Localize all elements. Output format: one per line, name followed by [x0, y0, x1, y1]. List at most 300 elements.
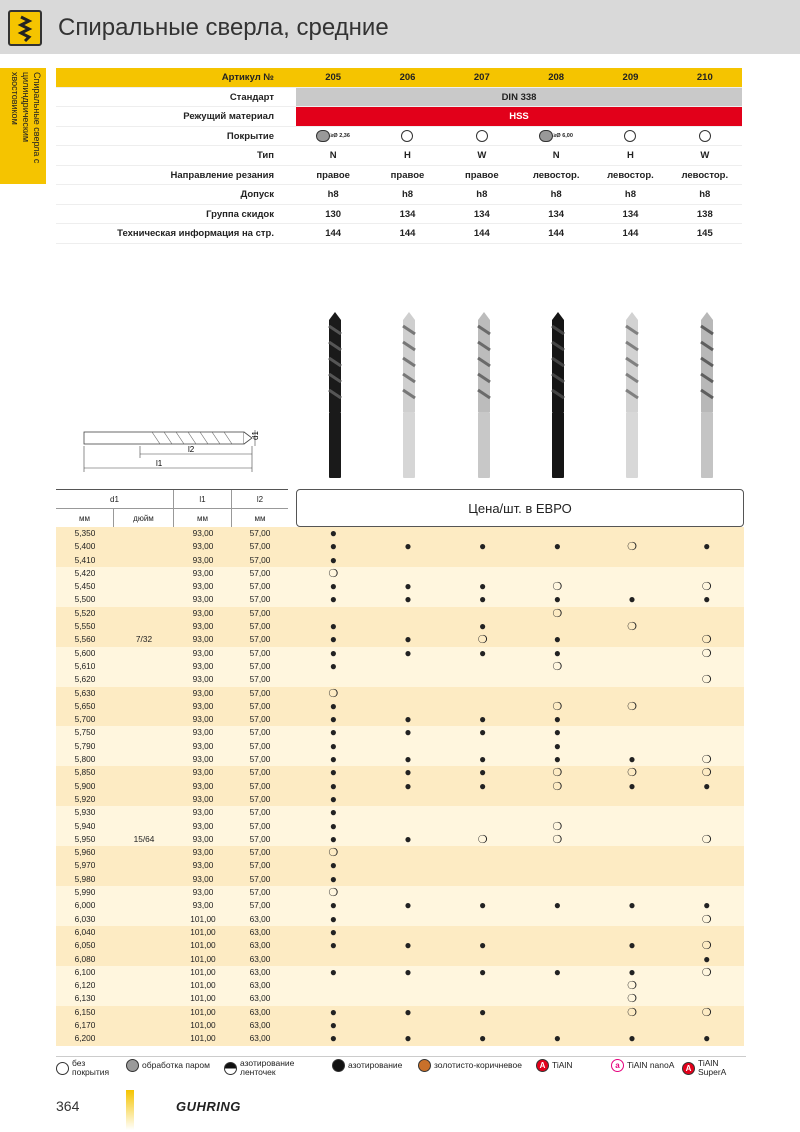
cell-l1: 93,00: [192, 833, 214, 844]
available-filled-icon: [371, 647, 446, 660]
available-filled-icon: [669, 540, 744, 553]
available-filled-icon: [296, 527, 371, 540]
available-filled-icon: [296, 966, 371, 979]
available-filled-icon: [669, 1032, 744, 1045]
available-filled-icon: [296, 740, 371, 753]
coating-symbol-icon: [476, 130, 488, 142]
empty-cell: [296, 673, 371, 686]
col-d1: d1: [56, 490, 174, 508]
empty-cell: [520, 793, 595, 806]
cell-l1: 101,00: [190, 913, 216, 924]
table-row: [56, 726, 744, 739]
available-filled-icon: [445, 966, 520, 979]
drill-image: [670, 312, 744, 482]
page-number: 364: [56, 1098, 80, 1114]
spec-row: [56, 88, 742, 108]
spec-cell: h8: [550, 189, 562, 200]
empty-cell: [445, 820, 520, 833]
table-row: [56, 859, 744, 872]
unit-mm: мм: [56, 509, 114, 528]
empty-cell: [520, 913, 595, 926]
empty-cell: [520, 673, 595, 686]
available-filled-icon: [445, 753, 520, 766]
cell-l2: 57,00: [249, 714, 271, 725]
cell-l2: 57,00: [249, 820, 271, 831]
spec-cell: 144: [325, 228, 342, 239]
available-filled-icon: [296, 859, 371, 872]
empty-cell: [669, 926, 744, 939]
spec-cell: 134: [399, 208, 416, 220]
available-filled-icon: [445, 766, 520, 779]
cell-d1: 5,970: [74, 860, 96, 871]
cell-l1: 101,00: [190, 993, 216, 1004]
cell-d1: 5,800: [74, 754, 96, 765]
cell-l2: 57,00: [249, 674, 271, 685]
empty-cell: [445, 979, 520, 992]
cell-l1: 93,00: [192, 621, 214, 632]
side-tab-text: Спиральные сверла с цилиндрическим хвостовиком: [10, 72, 42, 164]
empty-cell: [669, 846, 744, 859]
empty-cell: [371, 793, 446, 806]
legend-swatch-icon: a: [611, 1059, 624, 1072]
spec-label: Группа скидок: [206, 208, 274, 220]
cell-l1: 93,00: [192, 900, 214, 911]
empty-cell: [371, 567, 446, 580]
available-filled-icon: [296, 939, 371, 952]
available-filled-icon: [520, 753, 595, 766]
available-filled-icon: [595, 753, 670, 766]
available-ring-icon: [296, 846, 371, 859]
cell-l1: 93,00: [192, 541, 214, 552]
cell-l1: 101,00: [190, 926, 216, 937]
table-row: [56, 939, 744, 952]
cell-l2: 57,00: [249, 887, 271, 898]
coating-symbol-icon: [699, 130, 711, 142]
empty-cell: [445, 607, 520, 620]
spec-cell: W: [477, 150, 487, 161]
available-filled-icon: [595, 780, 670, 793]
spec-cell: h8: [401, 189, 414, 200]
empty-cell: [520, 859, 595, 872]
legend-label: TiAlN: [552, 1060, 573, 1070]
empty-cell: [595, 713, 670, 726]
available-filled-icon: [371, 580, 446, 593]
available-filled-icon: [669, 593, 744, 606]
cell-d1: 5,450: [74, 581, 96, 592]
cell-d1: 5,930: [74, 807, 96, 818]
cell-l1: 93,00: [192, 700, 214, 711]
drill-images: [298, 312, 744, 482]
cell-l2: 57,00: [249, 567, 271, 578]
available-ring-icon: [595, 979, 670, 992]
available-filled-icon: [296, 766, 371, 779]
table-row: [56, 953, 744, 966]
cell-d1: 5,610: [74, 660, 96, 671]
coating-cell: [668, 127, 742, 146]
empty-cell: [371, 873, 446, 886]
cell-l1: 93,00: [192, 687, 214, 698]
empty-cell: [669, 554, 744, 567]
spec-span-value: HSS: [296, 107, 742, 126]
available-filled-icon: [296, 913, 371, 926]
available-filled-icon: [371, 766, 446, 779]
page-header: [0, 0, 800, 54]
available-filled-icon: [445, 1006, 520, 1019]
cell-l2: 63,00: [249, 1019, 271, 1030]
cell-l2: 57,00: [249, 900, 271, 911]
available-filled-icon: [445, 580, 520, 593]
diagram-label-l2: l2: [188, 445, 195, 454]
table-row: [56, 673, 744, 686]
empty-cell: [371, 620, 446, 633]
cell-d1: 5,940: [74, 820, 96, 831]
empty-cell: [669, 859, 744, 872]
available-filled-icon: [520, 899, 595, 912]
empty-cell: [445, 886, 520, 899]
available-filled-icon: [520, 966, 595, 979]
empty-cell: [520, 886, 595, 899]
table-row: [56, 593, 744, 606]
empty-cell: [296, 992, 371, 1005]
table-row: [56, 846, 744, 859]
cell-l1: 93,00: [192, 594, 214, 605]
spec-cell: h8: [476, 189, 488, 200]
cell-d1: 5,420: [74, 567, 96, 578]
cell-d1: 5,960: [74, 847, 96, 858]
empty-cell: [520, 992, 595, 1005]
cell-d1: 6,030: [74, 913, 96, 924]
cell-l2: 57,00: [249, 687, 271, 698]
empty-cell: [371, 953, 446, 966]
available-ring-icon: [520, 766, 595, 779]
cell-l1: 93,00: [192, 793, 214, 804]
empty-cell: [669, 873, 744, 886]
available-ring-icon: [595, 540, 670, 553]
empty-cell: [595, 953, 670, 966]
table-row: [56, 793, 744, 806]
empty-cell: [371, 687, 446, 700]
empty-cell: [595, 527, 670, 540]
empty-cell: [595, 647, 670, 660]
empty-cell: [595, 1019, 670, 1032]
table-row: [56, 979, 744, 992]
empty-cell: [371, 527, 446, 540]
empty-cell: [669, 1019, 744, 1032]
empty-cell: [669, 713, 744, 726]
available-ring-icon: [669, 580, 744, 593]
cell-inch: 7/32: [135, 634, 153, 645]
empty-cell: [669, 726, 744, 739]
available-filled-icon: [445, 726, 520, 739]
cell-d1: 6,200: [74, 1033, 96, 1044]
table-row: [56, 540, 744, 553]
drill-image: [298, 312, 372, 482]
available-ring-icon: [520, 833, 595, 846]
empty-cell: [595, 633, 670, 646]
empty-cell: [445, 913, 520, 926]
cell-l2: 63,00: [249, 980, 271, 991]
cell-l1: 93,00: [192, 660, 214, 671]
empty-cell: [371, 926, 446, 939]
cell-d1: 5,630: [74, 687, 96, 698]
empty-cell: [520, 567, 595, 580]
empty-cell: [595, 926, 670, 939]
diagram-label-d1: d1: [251, 431, 260, 440]
available-filled-icon: [296, 806, 371, 819]
empty-cell: [595, 859, 670, 872]
available-ring-icon: [595, 766, 670, 779]
legend-label: без покрытия: [72, 1058, 110, 1077]
empty-cell: [595, 554, 670, 567]
available-filled-icon: [445, 939, 520, 952]
legend-item: [418, 1059, 522, 1072]
empty-cell: [669, 992, 744, 1005]
empty-cell: [296, 607, 371, 620]
empty-cell: [520, 1019, 595, 1032]
cell-d1: 6,150: [74, 1006, 96, 1017]
available-filled-icon: [296, 753, 371, 766]
table-row: [56, 713, 744, 726]
available-filled-icon: [445, 899, 520, 912]
spec-cell: h8: [327, 189, 339, 200]
cell-l1: 93,00: [192, 887, 214, 898]
empty-cell: [595, 726, 670, 739]
table-row: [56, 1006, 744, 1019]
available-filled-icon: [371, 939, 446, 952]
available-ring-icon: [520, 660, 595, 673]
cell-l2: 57,00: [249, 780, 271, 791]
spec-cell: H: [627, 150, 634, 161]
legend-swatch-icon: [418, 1059, 431, 1072]
cell-d1: 5,900: [74, 780, 96, 791]
cell-l2: 63,00: [249, 993, 271, 1004]
empty-cell: [595, 886, 670, 899]
available-filled-icon: [371, 753, 446, 766]
available-filled-icon: [595, 1032, 670, 1045]
table-row: [56, 740, 744, 753]
cell-l2: 63,00: [249, 966, 271, 977]
price-header: Цена/шт. в ЕВРО: [296, 489, 744, 527]
empty-cell: [520, 620, 595, 633]
empty-cell: [595, 873, 670, 886]
available-ring-icon: [595, 620, 670, 633]
available-filled-icon: [371, 540, 446, 553]
drill-image: [521, 312, 595, 482]
spec-span-value: DIN 338: [296, 88, 742, 107]
spec-label: Стандарт: [229, 91, 274, 103]
spec-cell: 209: [622, 72, 639, 83]
empty-cell: [445, 806, 520, 819]
spec-cell: N: [552, 150, 560, 161]
spec-label: Покрытие: [226, 130, 274, 142]
cell-l2: 57,00: [249, 647, 271, 658]
cell-l1: 93,00: [192, 674, 214, 685]
empty-cell: [669, 687, 744, 700]
available-filled-icon: [296, 633, 371, 646]
available-filled-icon: [296, 660, 371, 673]
footer-accent-bar: [126, 1090, 134, 1130]
available-ring-icon: [669, 939, 744, 952]
cell-l1: 93,00: [192, 567, 214, 578]
available-filled-icon: [669, 899, 744, 912]
table-row: [56, 913, 744, 926]
available-filled-icon: [445, 620, 520, 633]
available-ring-icon: [669, 913, 744, 926]
coating-cell: [370, 127, 444, 146]
diagram-label-l1: l1: [156, 459, 163, 468]
cell-l2: 63,00: [249, 1033, 271, 1044]
available-ring-icon: [669, 966, 744, 979]
empty-cell: [669, 527, 744, 540]
cell-d1: 6,170: [74, 1019, 96, 1030]
available-ring-icon: [595, 1006, 670, 1019]
spec-label: Направление резания: [170, 169, 274, 181]
coating-cell: [445, 127, 519, 146]
empty-cell: [371, 607, 446, 620]
cell-l2: 57,00: [249, 594, 271, 605]
cell-l2: 57,00: [249, 754, 271, 765]
empty-cell: [520, 926, 595, 939]
available-ring-icon: [520, 820, 595, 833]
legend: [56, 1056, 746, 1076]
available-filled-icon: [296, 780, 371, 793]
dimension-diagram: [82, 422, 262, 478]
coating-cell: [519, 127, 593, 146]
cell-d1: 5,700: [74, 714, 96, 725]
table-row: [56, 607, 744, 620]
available-ring-icon: [669, 833, 744, 846]
cell-l2: 63,00: [249, 953, 271, 964]
unit-inch: дюйм: [114, 509, 174, 528]
available-filled-icon: [445, 593, 520, 606]
cell-d1: 6,050: [74, 940, 96, 951]
empty-cell: [595, 673, 670, 686]
legend-swatch-icon: [224, 1062, 237, 1075]
spec-label: Артикул №: [221, 72, 274, 83]
cell-l1: 101,00: [190, 980, 216, 991]
available-filled-icon: [296, 580, 371, 593]
table-row: [56, 780, 744, 793]
spec-row: [56, 185, 742, 205]
cell-l2: 57,00: [249, 554, 271, 565]
empty-cell: [669, 979, 744, 992]
spec-table: [56, 68, 742, 244]
empty-cell: [669, 607, 744, 620]
spec-cell: 210: [696, 72, 713, 83]
cell-l1: 93,00: [192, 634, 214, 645]
empty-cell: [445, 673, 520, 686]
available-filled-icon: [445, 647, 520, 660]
available-filled-icon: [595, 593, 670, 606]
available-filled-icon: [595, 939, 670, 952]
empty-cell: [520, 554, 595, 567]
spec-row: [56, 146, 742, 166]
empty-cell: [669, 620, 744, 633]
legend-item: [224, 1059, 310, 1077]
cell-d1: 5,620: [74, 674, 96, 685]
cell-l1: 93,00: [192, 647, 214, 658]
empty-cell: [371, 992, 446, 1005]
table-row: [56, 633, 744, 646]
available-filled-icon: [296, 833, 371, 846]
cell-l2: 63,00: [249, 913, 271, 924]
table-row: [56, 966, 744, 979]
empty-cell: [445, 567, 520, 580]
cell-d1: 5,400: [74, 541, 96, 552]
empty-cell: [445, 873, 520, 886]
empty-cell: [445, 793, 520, 806]
cell-d1: 5,850: [74, 767, 96, 778]
available-filled-icon: [595, 899, 670, 912]
cell-d1: 5,520: [74, 607, 96, 618]
spec-cell: левостор.: [532, 169, 580, 181]
legend-item: [126, 1059, 210, 1072]
empty-cell: [669, 567, 744, 580]
spec-cell: 144: [399, 228, 416, 239]
available-filled-icon: [520, 633, 595, 646]
spec-label: Режущий материал: [183, 111, 274, 122]
available-filled-icon: [371, 833, 446, 846]
table-row: [56, 1032, 744, 1045]
cell-l1: 93,00: [192, 860, 214, 871]
coating-note: ≥Ø 2,36: [330, 132, 350, 139]
cell-d1: 5,410: [74, 554, 96, 565]
cell-l1: 93,00: [192, 554, 214, 565]
available-filled-icon: [296, 620, 371, 633]
available-filled-icon: [371, 593, 446, 606]
legend-label: азотирование ленточек: [240, 1058, 295, 1077]
available-ring-icon: [595, 700, 670, 713]
available-filled-icon: [595, 966, 670, 979]
empty-cell: [371, 740, 446, 753]
available-filled-icon: [371, 726, 446, 739]
cell-d1: 5,350: [74, 528, 96, 538]
spec-cell: 207: [473, 72, 490, 83]
legend-item: [536, 1059, 572, 1072]
empty-cell: [371, 1019, 446, 1032]
table-row: [56, 992, 744, 1005]
coating-cell: [296, 127, 370, 146]
available-filled-icon: [669, 953, 744, 966]
cell-l2: 57,00: [249, 541, 271, 552]
table-row: [56, 873, 744, 886]
cell-l1: 93,00: [192, 727, 214, 738]
empty-cell: [520, 953, 595, 966]
available-filled-icon: [371, 1032, 446, 1045]
available-ring-icon: [445, 633, 520, 646]
empty-cell: [595, 567, 670, 580]
cell-d1: 6,000: [74, 900, 96, 911]
available-ring-icon: [669, 753, 744, 766]
cell-d1: 5,560: [74, 634, 96, 645]
legend-swatch-icon: [126, 1059, 139, 1072]
legend-label: обработка паром: [142, 1060, 210, 1070]
spec-label: Техническая информация на стр.: [117, 228, 274, 239]
empty-cell: [595, 660, 670, 673]
col-l2: l2: [256, 495, 264, 504]
empty-cell: [595, 846, 670, 859]
cell-d1: 6,100: [74, 966, 96, 977]
empty-cell: [371, 820, 446, 833]
cell-l2: 57,00: [249, 793, 271, 804]
available-filled-icon: [296, 554, 371, 567]
spec-row: [56, 127, 742, 147]
legend-item: [56, 1059, 112, 1077]
spec-row: [56, 107, 742, 127]
available-filled-icon: [296, 1006, 371, 1019]
available-filled-icon: [371, 1006, 446, 1019]
spec-cell: левостор.: [681, 169, 729, 181]
